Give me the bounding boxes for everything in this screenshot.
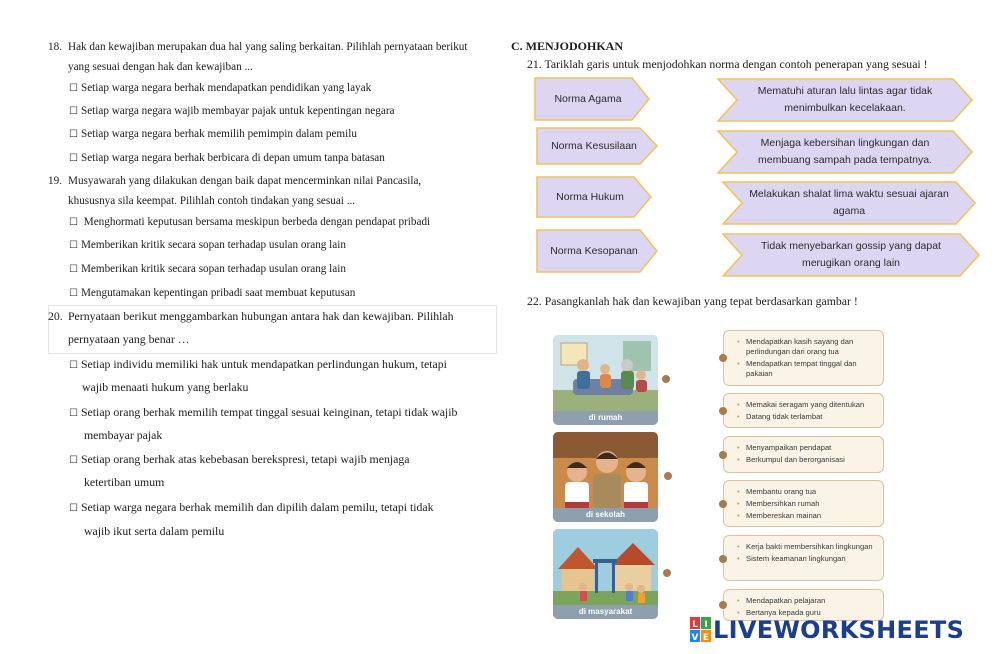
- norm-label: Norma Kesusilaan: [551, 139, 637, 152]
- q19-option-4[interactable]: ☐ Mengutamakan kepentingan pribadi saat membuat keputusan: [69, 287, 356, 299]
- rights-card-1: [723, 330, 884, 386]
- checkbox-icon[interactable]: ☐: [69, 288, 78, 299]
- q20-text-line2: pernyataan yang benar …: [68, 332, 190, 346]
- badge-letter: V: [691, 633, 699, 643]
- badge-letter: L: [692, 620, 698, 630]
- card-dot-2[interactable]: [719, 407, 727, 415]
- norm-arrow-kesopanan[interactable]: [536, 229, 658, 273]
- q18-option-3[interactable]: ☐ Setiap warga negara berhak memilih pemimpin dalam pemilu: [69, 128, 357, 140]
- rights-card-5: [723, 535, 884, 581]
- q20-number: 20.: [48, 309, 63, 323]
- badge-letter: I: [704, 620, 708, 630]
- example-label: Mematuhi aturan lalu lintas agar tidak menimbulkan kecelakaan.: [757, 85, 933, 114]
- picture-school: [553, 432, 658, 522]
- card-item: • Datang tidak terlambat: [746, 412, 877, 422]
- card-dot-3[interactable]: [719, 451, 727, 459]
- checkbox-icon[interactable]: ☐: [69, 360, 78, 371]
- card-dot-6[interactable]: [719, 601, 727, 609]
- card-item: • Memakai seragam yang ditentukan: [746, 400, 877, 410]
- checkbox-icon[interactable]: ☐: [69, 83, 78, 94]
- norm-arrow-agama[interactable]: [534, 77, 650, 121]
- example-arrow-1[interactable]: [717, 78, 973, 122]
- card-item: • Membersihkan rumah: [746, 499, 877, 509]
- q19-text-line1: Musyawarah yang dilakukan dengan baik dapat mencerminkan nilai Pancasila,: [68, 175, 422, 187]
- card-item: • Sistem keamanan lingkungan: [746, 554, 877, 564]
- card-item: • Menyampaikan pendapat: [746, 443, 877, 453]
- card-item: • Kerja bakti membersihkan lingkungan: [746, 542, 877, 552]
- example-arrow-3[interactable]: [722, 181, 976, 225]
- q20-option-3-cont: ketertiban umum: [84, 475, 165, 489]
- norm-arrow-kesusilaan[interactable]: [536, 127, 658, 165]
- card-item: • Mendapatkan pelajaran: [746, 596, 877, 606]
- example-label: Melakukan shalat lima waktu sesuai ajaran agama: [749, 188, 949, 217]
- q19-number: 19.: [48, 175, 62, 187]
- card-item: • Mendapatkan kasih sayang dan perlindungan dari orang tua: [746, 337, 877, 357]
- q22-instruction: 22. Pasangkanlah hak dan kewajiban yang tepat berdasarkan gambar !: [527, 294, 858, 308]
- card-dot-4[interactable]: [719, 500, 727, 508]
- q19-option-2[interactable]: ☐ Memberikan kritik secara sopan terhadap usulan orang lain: [69, 239, 346, 251]
- q20-text-line1: Pernyataan berikut menggambarkan hubungan antara hak dan kewajiban. Pilihlah: [68, 309, 454, 323]
- badge-letter: E: [702, 633, 710, 643]
- q21-instruction: 21. Tariklah garis untuk menjodohkan norma dengan contoh penerapan yang sesuai !: [527, 57, 928, 71]
- card-item: • Mendapatkan tempat tinggal dan pakaian: [746, 359, 877, 379]
- q20-option-4-cont: wajib ikut serta dalam pemilu: [84, 524, 225, 538]
- checkbox-icon[interactable]: ☐: [69, 503, 78, 514]
- checkbox-icon[interactable]: ☐: [69, 217, 78, 228]
- example-label: Menjaga kebersihan lingkungan dan membuang sampah pada tempatnya.: [758, 137, 932, 166]
- section-title: C. MENJODOHKAN: [511, 39, 623, 53]
- picture-dot-community[interactable]: [663, 569, 671, 577]
- picture-caption: di sekolah: [553, 508, 658, 522]
- q18-number: 18.: [48, 41, 62, 53]
- q18-option-2[interactable]: ☐ Setiap warga negara wajib membayar pajak untuk kepentingan negara: [69, 105, 395, 117]
- picture-dot-school[interactable]: [664, 472, 672, 480]
- checkbox-icon[interactable]: ☐: [69, 455, 78, 466]
- card-item: • Membereskan mainan: [746, 511, 877, 521]
- q20-option-3[interactable]: ☐ Setiap orang berhak atas kebebasan berekspresi, tetapi wajib menjaga: [69, 452, 410, 466]
- checkbox-icon[interactable]: ☐: [69, 408, 78, 419]
- logo-text: LIVEWORKSHEETS: [713, 616, 965, 644]
- q18-option-1[interactable]: ☐ Setiap warga negara berhak mendapatkan pendidikan yang layak: [69, 82, 372, 94]
- liveworksheets-logo[interactable]: [690, 615, 964, 645]
- q20-option-2-cont: membayar pajak: [84, 428, 163, 442]
- norm-arrow-hukum[interactable]: [536, 176, 652, 218]
- norm-label: Norma Agama: [554, 92, 622, 105]
- card-dot-1[interactable]: [719, 354, 727, 362]
- q19-option-3[interactable]: ☐ Memberikan kritik secara sopan terhadap usulan orang lain: [69, 263, 346, 275]
- checkbox-icon[interactable]: ☐: [69, 153, 78, 164]
- checkbox-icon[interactable]: ☐: [69, 106, 78, 117]
- norm-label: Norma Hukum: [556, 190, 624, 203]
- norm-label: Norma Kesopanan: [550, 244, 638, 257]
- picture-caption: di masyarakat: [553, 605, 658, 619]
- picture-community: [553, 529, 658, 619]
- q18-option-4[interactable]: ☐ Setiap warga negara berhak berbicara di depan umum tanpa batasan: [69, 152, 385, 164]
- example-label: Tidak menyebarkan gossip yang dapat merugikan orang lain: [761, 240, 941, 269]
- live-badge-icon: [690, 617, 712, 643]
- checkbox-icon[interactable]: ☐: [69, 240, 78, 251]
- rights-card-2: [723, 393, 884, 428]
- q20-option-4[interactable]: ☐ Setiap warga negara berhak memilih dan dipilih dalam pemilu, tetapi tidak: [69, 500, 434, 514]
- rights-card-4: [723, 480, 884, 527]
- q19-text-line2: khususnya sila keempat. Pilihlah contoh tindakan yang sesuai ...: [68, 195, 356, 207]
- checkbox-icon[interactable]: ☐: [69, 129, 78, 140]
- q20-option-1-cont: wajib menaati hukum yang berlaku: [82, 380, 249, 394]
- q19-option-1[interactable]: ☐ Menghormati keputusan bersama meskipun berbeda dengan pendapat pribadi: [69, 216, 431, 228]
- picture-home: [553, 335, 658, 425]
- q18-text-line2: yang sesuai dengan hak dan kewajiban ...: [68, 61, 253, 73]
- card-item: • Berkumpul dan berorganisasi: [746, 455, 877, 465]
- example-arrow-2[interactable]: [717, 130, 973, 174]
- card-item: • Membantu orang tua: [746, 487, 877, 497]
- rights-card-3: [723, 436, 884, 473]
- picture-caption: di rumah: [553, 411, 658, 425]
- q20-option-2[interactable]: ☐ Setiap orang berhak memilih tempat tinggal sesuai keinginan, tetapi tidak wajib: [69, 405, 458, 419]
- card-item: • Bertanya kepada guru: [746, 608, 877, 618]
- picture-dot-home[interactable]: [662, 375, 670, 383]
- checkbox-icon[interactable]: ☐: [69, 264, 78, 275]
- q20-option-1[interactable]: ☐ Setiap individu memiliki hak untuk mendapatkan perlindungan hukum, tetapi: [69, 357, 447, 371]
- card-dot-5[interactable]: [719, 555, 727, 563]
- q18-text-line1: Hak dan kewajiban merupakan dua hal yang saling berkaitan. Pilihlah pernyataan berikut: [68, 41, 468, 53]
- example-arrow-4[interactable]: [722, 233, 980, 277]
